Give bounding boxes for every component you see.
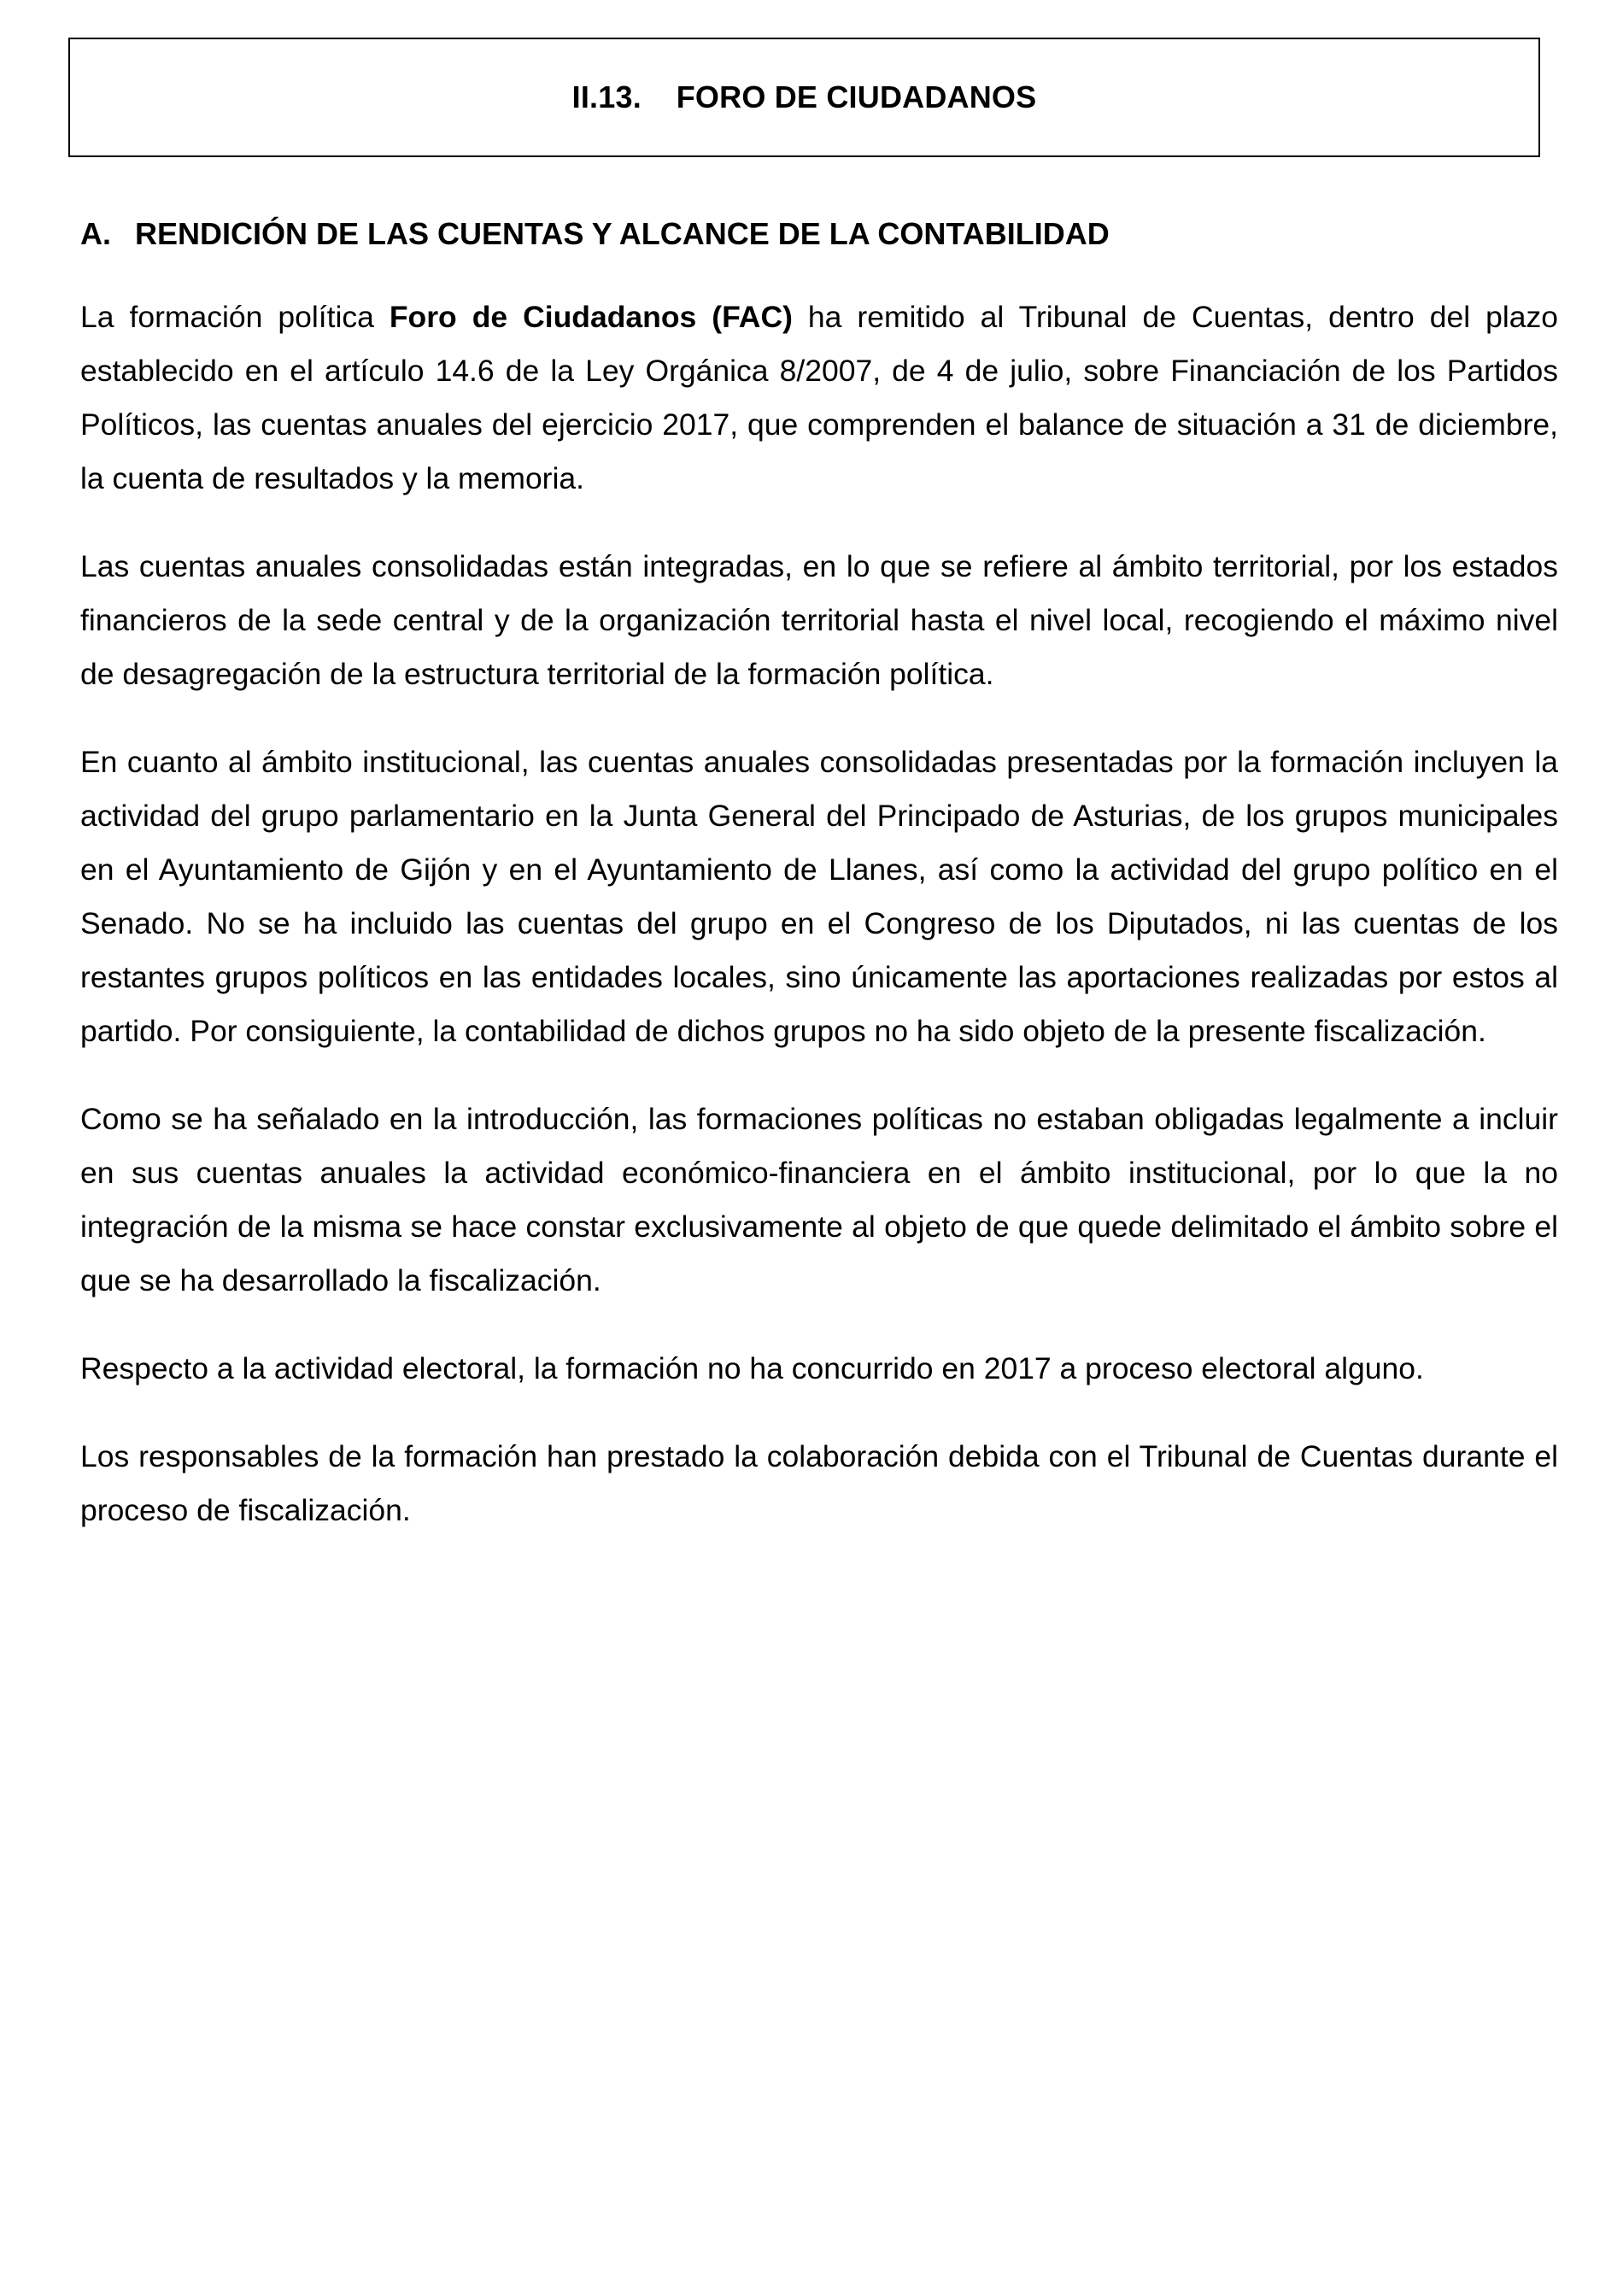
paragraph-2: Las cuentas anuales consolidadas están integradas, en lo que se refiere al ámbito territorial, por los estados financieros de la sede central y de la organización territorial hasta el nivel local, recogiendo el máximo nivel de desagregación de la estructura territorial de la formación política. — [80, 549, 1558, 691]
section-title-box — [68, 38, 1540, 157]
paragraph-1-lead: La formación política — [80, 300, 390, 334]
section-number: II.13. — [571, 79, 642, 114]
subsection-letter: A. — [80, 216, 111, 251]
paragraph-3: En cuanto al ámbito institucional, las cuentas anuales consolidadas presentadas por la formación incluyen la actividad del grupo parlamentario en la Junta General del Principado de Asturias, de los grupos municipales en el Ayuntamiento de Gijón y en el Ayuntamiento de Llanes, así como la actividad del grupo político en el Senado. No se ha incluido las cuentas del grupo en el Congreso de los Diputados, ni las cuentas de los restantes grupos políticos en las entidades locales, sino únicamente las aportaciones realizadas por estos al partido. Por consiguiente, la contabilidad de dichos grupos no ha sido objeto de la presente fiscalización. — [80, 745, 1558, 1048]
paragraph-6: Los responsables de la formación han prestado la colaboración debida con el Tribunal de Cuentas durante el proceso de fiscalización. — [80, 1439, 1558, 1527]
subsection-heading-text: RENDICIÓN DE LAS CUENTAS Y ALCANCE DE LA CONTABILIDAD — [135, 216, 1110, 251]
paragraph-5: Respecto a la actividad electoral, la formación no ha concurrido en 2017 a proceso electoral alguno. — [80, 1351, 1424, 1385]
document-body — [80, 290, 1558, 1572]
paragraph-4: Como se ha señalado en la introducción, las formaciones políticas no estaban obligadas legalmente a incluir en sus cuentas anuales la actividad económico-financiera en el ámbito institucional, por lo que la no integración de la misma se hace constar exclusivamente al objeto de que quede delimitado el ámbito sobre el que se ha desarrollado la fiscalización. — [80, 1102, 1558, 1297]
paragraph-1 — [80, 290, 1558, 506]
party-name-bold: Foro de Ciudadanos (FAC) — [389, 300, 793, 334]
section-title-text: FORO DE CIUDADANOS — [676, 79, 1037, 114]
paragraph-1-rest: ha remitido al Tribunal de Cuentas, dentro del plazo establecido en el artículo 14.6 de la Ley Orgánica 8/2007, de 4 de julio, sobre Financiación de los Partidos Políticos, las cuentas anuales del ejercicio 2017, que comprenden el balance de situación a 31 de diciembre, la cuenta de resultados y la memoria. — [80, 300, 1558, 495]
section-title — [572, 79, 1037, 115]
subsection-heading — [80, 214, 1558, 255]
